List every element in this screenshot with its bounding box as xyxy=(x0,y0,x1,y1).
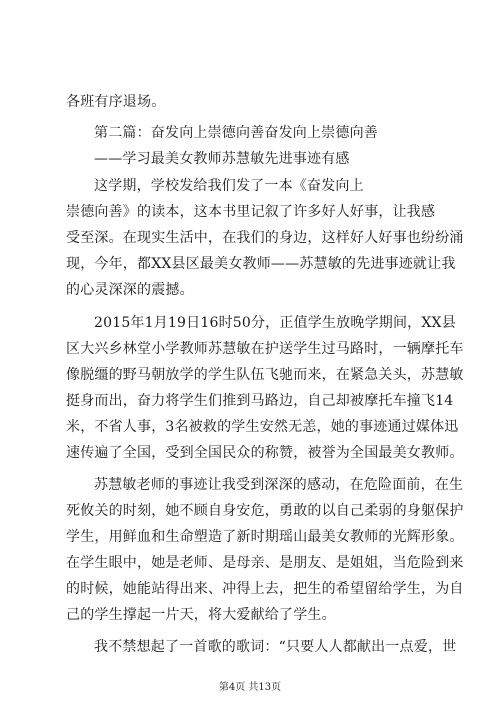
text-line-17: 学生，用鲜血和生命塑造了新时期瑶山最美女教师的光辉形象。 xyxy=(66,529,464,545)
page-footer: 第4页 共13页 xyxy=(218,682,282,693)
text-line-4: 这学期，学校发给我们发了一本《奋发向上 xyxy=(94,178,364,194)
text-line-1: 各班有序退场。 xyxy=(66,94,166,110)
text-line-18: 在学生眼中，她是老师、是母亲、是朋友、是姐姐，当危险到来 xyxy=(66,555,464,571)
text-line-21: 我不禁想起了一首歌的歌词：“只要人人都献出一点爱，世 xyxy=(94,639,457,655)
text-line-15: 苏慧敏老师的事迹让我受到深深的感动，在危险面前，在生 xyxy=(94,477,464,493)
text-line-3: ——学习最美女教师苏慧敏先进事迹有感 xyxy=(94,151,350,167)
text-line-7: 现，今年，都XX县区最美女教师——苏慧敏的先进事迹就让我 xyxy=(66,256,456,272)
text-line-20: 己的学生撑起一片天，将大爱献给了学生。 xyxy=(66,607,336,623)
text-line-10: 区大兴乡林堂小学教师苏慧敏在护送学生过马路时，一辆摩托车 xyxy=(66,341,464,357)
text-line-12: 挺身而出，奋力将学生们推到马路边，自己却被摩托车撞飞14 xyxy=(66,393,454,409)
text-line-9: 2015年1月19日16时50分，正值学生放晚学期间，XX县 xyxy=(94,315,456,331)
text-line-5: 崇德向善》的读本，这本书里记叙了许多好人好事，让我感 xyxy=(66,204,436,220)
text-line-6: 受至深。在现实生活中，在我们的身边，这样好人好事也纷纷涌 xyxy=(66,230,464,246)
text-line-16: 死攸关的时刻，她不顾自身安危，勇敢的以自己柔弱的身躯保护 xyxy=(66,503,464,519)
text-line-13: 米，不省人事，3名被救的学生安然无恙，她的事迹通过媒体迅 xyxy=(66,419,459,435)
text-line-19: 的时候，她能站得出来、冲得上去，把生的希望留给学生，为自 xyxy=(66,581,464,597)
text-line-11: 像脱缰的野马朝放学的学生队伍飞驰而来，在紧急关头，苏慧敏 xyxy=(66,367,464,383)
text-line-8: 的心灵深深的震撼。 xyxy=(66,282,194,298)
text-line-2: 第二篇：奋发向上崇德向善奋发向上崇德向善 xyxy=(94,125,378,141)
text-line-14: 速传遍了全国，受到全国民众的称赞，被誉为全国最美女教师。 xyxy=(66,445,464,461)
